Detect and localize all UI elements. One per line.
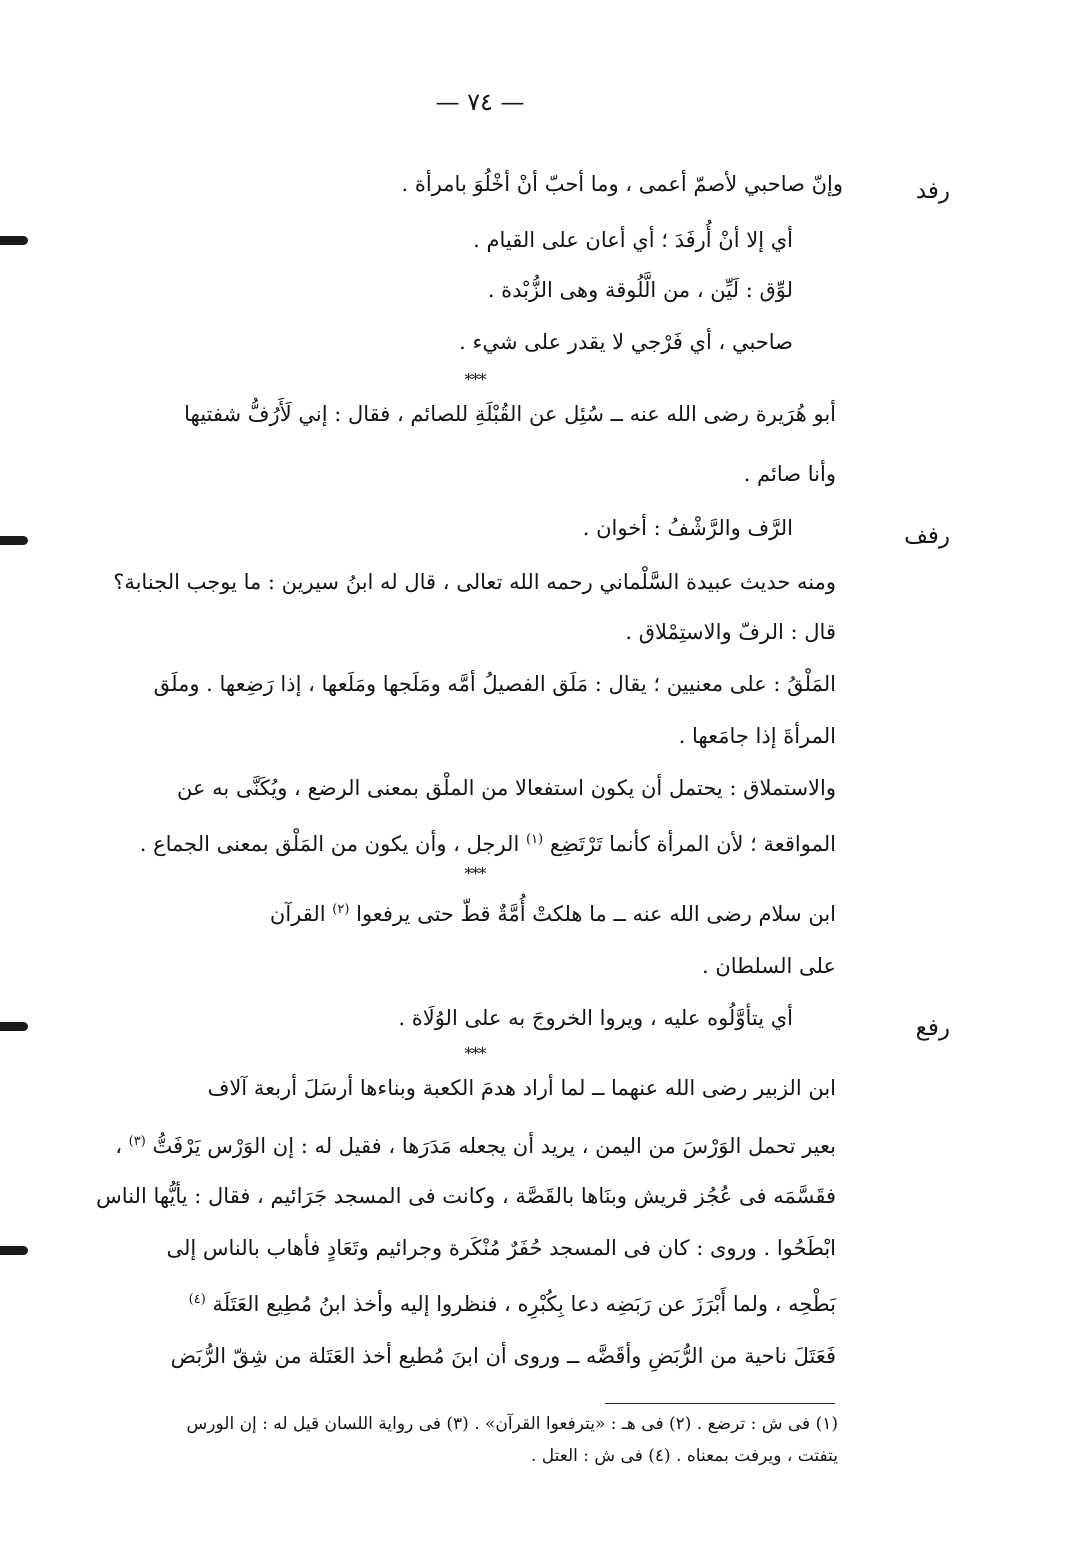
text-line: أبو هُرَيرة رضى الله عنه ــ سُئِل عن القُبْلَةِ للصائم ، فقال : إني لَأَرُفُّ شفتيها bbox=[184, 402, 836, 426]
footnote-ref: (٣) bbox=[128, 1134, 146, 1149]
text-line: المرأةَ إذا جامَعها . bbox=[678, 724, 836, 748]
text-line: الرَّف والرَّشْفُ : أخوان . bbox=[582, 516, 793, 540]
text-line bbox=[115, 1126, 836, 1162]
text-line: فَعَتَلَ ناحية من الرُّبَضِ وأقَضَّه ــ وروى أن ابنَ مُطيع أخذ العَتَلة من شِقّ الرُّبَض bbox=[170, 1344, 836, 1368]
footnote-line: (١) فى ش : ترضع . (٢) فى هـ : «يترفعوا القرآن» . (٣) فى رواية اللسان قيل له : إن الورس bbox=[186, 1414, 838, 1434]
root-word-rafa: رفع bbox=[915, 1015, 950, 1041]
text-line: والاستملاق : يحتمل أن يكون استفعالا من الملْق بمعنى الرضع ، ويُكَنَّى به عن bbox=[176, 776, 836, 800]
text-line: صاحبي ، أي فَرْجي لا يقدر على شيء . bbox=[459, 330, 793, 354]
text-line: على السلطان . bbox=[702, 954, 836, 978]
text-segment: المواقعة ؛ لأن المرأة كأنما تَرْتَضِع bbox=[549, 832, 836, 856]
text-line bbox=[140, 824, 836, 860]
text-segment: الرجل ، وأن يكون من المَلْق بمعنى الجماع . bbox=[139, 832, 520, 856]
text-line: أي إلا أنْ أُرفَدَ ؛ أي أعان على القيام . bbox=[473, 228, 793, 252]
page-number: — ٧٤ — bbox=[435, 88, 525, 116]
text-line bbox=[189, 1284, 836, 1320]
text-line: لوِّق : لَيِّن ، من الَّلُوقة وهى الزُّبْدة . bbox=[487, 278, 793, 302]
text-line: وإنّ صاحبي لأصمّ أعمى ، وما أحبّ أنْ أخْلُوَ بامرأة . bbox=[401, 172, 843, 196]
text-segment: بعير تحمل الوَرْسَ من اليمن ، يريد أن يجعله مَدَرَها ، فقيل له : إن الوَرْس يَرْفَتُّ bbox=[152, 1134, 836, 1158]
text-line: أي يتأوَّلُوه عليه ، ويروا الخروجَ به على الوُلَاة . bbox=[398, 1006, 793, 1030]
edge-marker bbox=[0, 1022, 28, 1031]
edge-marker bbox=[0, 236, 28, 245]
text-line: وأنا صائم . bbox=[743, 462, 836, 486]
footnote-rule bbox=[605, 1403, 835, 1404]
root-word-rafad: رفد bbox=[915, 178, 950, 204]
footnote-ref: (٢) bbox=[332, 902, 350, 917]
edge-marker bbox=[0, 1246, 28, 1255]
text-segment: القرآن bbox=[269, 902, 326, 926]
text-line bbox=[270, 894, 836, 930]
text-line: ابْطَحُوا . وروى : كان فى المسجد حُفَرٌ مُنْكَرة وجرائيم وتَعَادٍ فأهاب بالناس إلى bbox=[166, 1236, 836, 1260]
text-segment: بَطْحِه ، ولما أَبْرَزَ عن رَبَضِه دعا بِكُبْرِه ، فنظروا إليه وأخذ ابنُ مُطِيع العَتَلَة bbox=[212, 1292, 836, 1316]
section-separator: *** bbox=[464, 370, 486, 389]
text-line: ابن الزبير رضى الله عنهما ــ لما أراد هدمَ الكعبة وبناءها أرسَلَ أربعة آلاف bbox=[207, 1076, 836, 1100]
section-separator: *** bbox=[464, 1044, 486, 1063]
text-segment: ابن سلام رضى الله عنه ــ ما هلكتْ أُمَّةٌ قطّ حتى يرفعوا bbox=[356, 902, 836, 926]
footnote-ref: (١) bbox=[525, 832, 544, 847]
text-line: فقَسَّمَه فى عُجُز قريش وبنَاها بالقَصَّة ، وكانت فى المسجد جَرَائيم ، فقال : يأيُّها الناس bbox=[96, 1184, 836, 1208]
root-word-rafaf: رفف bbox=[904, 523, 950, 549]
section-separator: *** bbox=[464, 864, 486, 883]
text-segment: ، bbox=[115, 1134, 122, 1158]
text-line: ومنه حديث عبيدة السَّلْماني رحمه الله تعالى ، قال له ابنُ سيرين : ما يوجب الجنابة؟ bbox=[113, 570, 836, 594]
text-line: المَلْقُ : على معنيين ؛ يقال : مَلَق الفصيلُ أمَّه ومَلَجها ومَلَعها ، إذا رَضِعها . وملَق bbox=[153, 672, 836, 696]
footnote-ref: (٤) bbox=[188, 1292, 206, 1307]
text-line: قال : الرفّ والاستِمْلاق . bbox=[625, 620, 836, 644]
footnote-line: يتفتت ، ويرفت بمعناه . (٤) فى ش : العتل . bbox=[530, 1446, 838, 1466]
edge-marker bbox=[0, 536, 28, 545]
